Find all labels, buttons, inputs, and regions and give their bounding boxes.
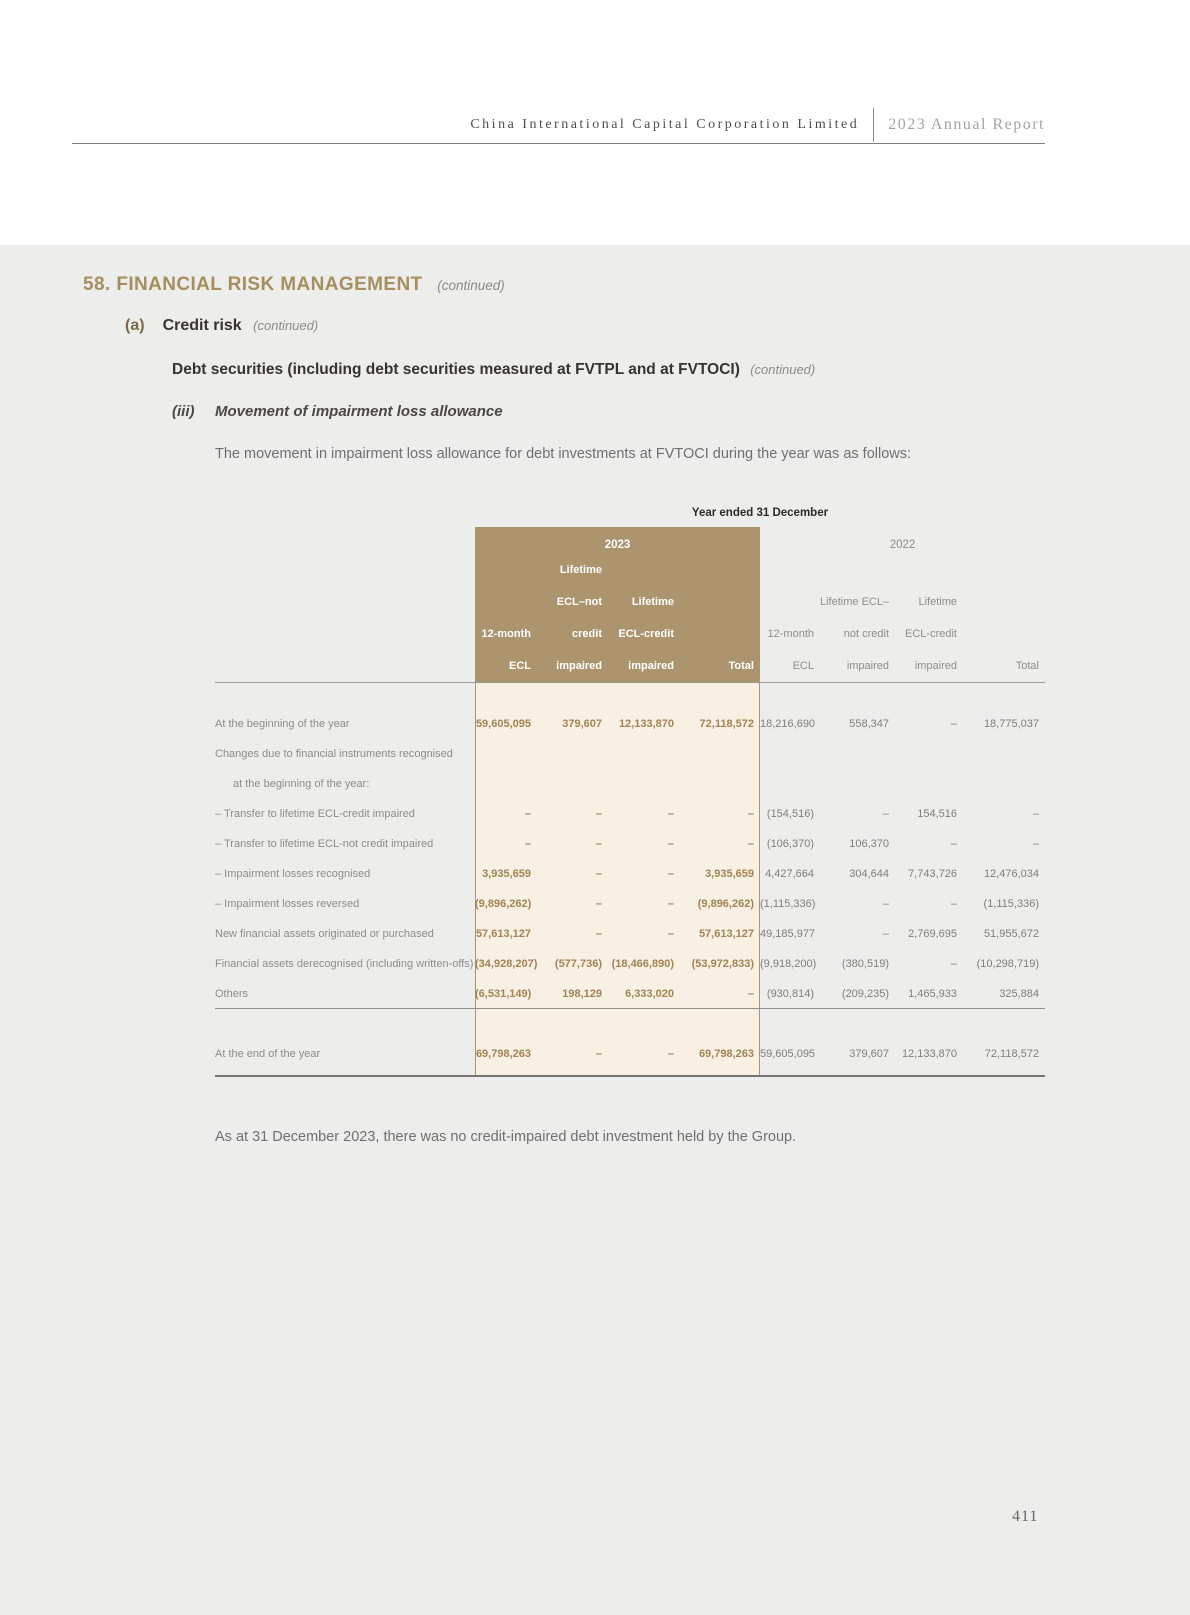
value-2023: – xyxy=(595,838,602,850)
column-header-cell: impaired xyxy=(628,660,674,672)
column-header-cell: not credit xyxy=(843,628,889,640)
value-2023: – xyxy=(595,868,602,880)
row-label: – Impairment losses reversed xyxy=(215,898,360,910)
table-header xyxy=(215,527,1045,682)
value-2022: (154,516) xyxy=(766,808,814,820)
table-row xyxy=(215,799,1045,829)
row-label: At the end of the year xyxy=(215,1048,321,1060)
value-2022: – xyxy=(882,898,889,910)
header-line xyxy=(760,554,1045,586)
value-2023: (34,928,207) xyxy=(475,958,538,970)
column-header-cell xyxy=(963,554,1045,586)
column-header-cell: 12-month xyxy=(767,628,814,640)
subsection-iii-heading xyxy=(172,403,503,420)
header-line xyxy=(475,650,760,682)
value-2022: 379,607 xyxy=(849,1048,889,1060)
value-2022 xyxy=(820,739,895,769)
header-line xyxy=(760,650,1045,682)
subsection-a-marker: (a) xyxy=(125,317,145,334)
value-2023 xyxy=(537,769,608,799)
value-2023: 72,118,572 xyxy=(699,718,754,730)
value-2023: – xyxy=(667,1048,674,1060)
value-2023: (9,896,262) xyxy=(697,898,754,910)
table-row xyxy=(215,949,1045,979)
column-header-cell: Lifetime ECL– xyxy=(820,596,890,608)
column-header-cell: impaired xyxy=(846,660,889,672)
value-2023 xyxy=(680,739,760,769)
column-header-cell: Lifetime xyxy=(559,564,602,576)
value-2023: – xyxy=(680,979,760,1009)
debt-securities-heading xyxy=(172,361,815,379)
value-2023: – xyxy=(667,868,674,880)
value-2023: – xyxy=(667,898,674,910)
value-2022: – xyxy=(950,718,957,730)
column-header-cell xyxy=(680,618,760,650)
footnote-paragraph: As at 31 December 2023, there was no credit-impaired debt investment held by the Group. xyxy=(215,1129,797,1145)
table-row xyxy=(215,739,1045,769)
value-2023: – xyxy=(595,928,602,940)
subsection-a-heading xyxy=(125,317,318,335)
company-name: China International Capital Corporation Limited xyxy=(470,117,860,132)
value-2022: (930,814) xyxy=(760,979,820,1009)
row-label: at the beginning of the year: xyxy=(233,778,370,790)
value-2023: 379,607 xyxy=(562,718,602,730)
table-row xyxy=(215,859,1045,889)
value-2022: 72,118,572 xyxy=(984,1048,1039,1060)
section-heading xyxy=(83,274,505,296)
value-2022: 325,884 xyxy=(963,979,1045,1009)
value-2023: 6,333,020 xyxy=(608,979,680,1009)
header-line xyxy=(475,554,760,586)
year-2022-label: 2022 xyxy=(889,539,916,551)
table-row xyxy=(215,1039,1045,1069)
value-2022 xyxy=(895,769,963,799)
table-row xyxy=(215,919,1045,949)
debt-securities-continued: (continued) xyxy=(750,362,816,377)
column-header-cell xyxy=(963,586,1045,618)
value-2022 xyxy=(760,739,820,769)
column-header-cell xyxy=(760,586,820,618)
header-columns-2022 xyxy=(760,554,1045,682)
header-block-2023 xyxy=(475,527,760,682)
value-2023: (53,972,833) xyxy=(691,958,754,970)
value-2023: 57,613,127 xyxy=(475,928,531,940)
section-title: FINANCIAL RISK MANAGEMENT xyxy=(116,274,423,295)
value-2023 xyxy=(608,769,680,799)
value-2022: 12,476,034 xyxy=(983,868,1039,880)
value-2023: 59,605,095 xyxy=(475,718,531,730)
header-line xyxy=(475,586,760,618)
value-2022: (106,370) xyxy=(766,838,814,850)
value-2023 xyxy=(608,739,680,769)
value-2022: – xyxy=(1032,838,1039,850)
column-header-cell: ECL xyxy=(792,660,814,672)
value-2022: – xyxy=(950,898,957,910)
value-2023: 3,935,659 xyxy=(705,868,754,880)
value-2023: (6,531,149) xyxy=(475,979,537,1009)
value-2022: 2,769,695 xyxy=(908,928,957,940)
value-2022: – xyxy=(950,958,957,970)
value-2023: – xyxy=(524,838,531,850)
value-2023 xyxy=(475,739,537,769)
table-row xyxy=(215,709,1045,739)
value-2022: 12,133,870 xyxy=(901,1048,957,1060)
value-2023 xyxy=(475,769,537,799)
column-header-cell xyxy=(475,554,537,586)
header-line xyxy=(475,618,760,650)
row-label: Financial assets derecognised (including written-offs) xyxy=(215,958,474,970)
subsection-a-continued: (continued) xyxy=(253,318,319,333)
value-2022: 558,347 xyxy=(849,718,889,730)
value-2023: – xyxy=(747,808,754,820)
impairment-allowance-table xyxy=(215,505,1045,1077)
value-2022: 106,370 xyxy=(849,838,889,850)
running-head xyxy=(0,108,1045,142)
value-2023 xyxy=(680,769,760,799)
value-2023 xyxy=(537,739,608,769)
value-2022: 4,427,664 xyxy=(765,868,814,880)
row-label: Others xyxy=(215,979,475,1009)
value-2023: (9,896,262) xyxy=(475,898,532,910)
header-label-spacer xyxy=(215,527,475,682)
debt-securities-title: Debt securities (including debt securities measured at FVTPL and at FVTOCI) xyxy=(172,361,740,378)
column-header-cell: ECL-credit xyxy=(905,628,957,640)
value-2022: (9,918,200) xyxy=(760,958,817,970)
subsection-a-title: Credit risk xyxy=(162,317,242,334)
value-2022: – xyxy=(1032,808,1039,820)
value-2023: – xyxy=(595,898,602,910)
column-header-cell: Lifetime xyxy=(918,596,957,608)
value-2023: (577,736) xyxy=(554,958,602,970)
column-header-cell xyxy=(963,618,1045,650)
value-2022 xyxy=(820,769,895,799)
column-header-cell xyxy=(680,586,760,618)
value-2022 xyxy=(895,739,963,769)
value-2022 xyxy=(963,769,1045,799)
row-label: Changes due to financial instruments recognised xyxy=(215,748,453,760)
column-header-cell xyxy=(760,554,820,586)
table-row xyxy=(215,829,1045,859)
column-header-cell: Lifetime xyxy=(631,596,674,608)
value-2022: 154,516 xyxy=(917,808,957,820)
value-2023: 3,935,659 xyxy=(482,868,531,880)
year-2023-label: 2023 xyxy=(604,539,631,551)
row-label: New financial assets originated or purchased xyxy=(215,928,434,940)
value-2023: – xyxy=(524,808,531,820)
column-header-cell xyxy=(475,586,537,618)
column-header-cell xyxy=(680,554,760,586)
column-header-cell: Total xyxy=(728,660,754,672)
value-2022: 7,743,726 xyxy=(908,868,957,880)
table-row xyxy=(215,769,1045,799)
subsection-iii-marker: (iii) xyxy=(172,403,195,420)
header-rule xyxy=(72,143,1045,144)
value-2022 xyxy=(760,769,820,799)
column-header-cell xyxy=(608,554,680,586)
value-2023: 57,613,127 xyxy=(698,928,754,940)
header-line xyxy=(760,586,1045,618)
value-2022: 49,185,977 xyxy=(760,928,816,940)
value-2022: (209,235) xyxy=(820,979,895,1009)
value-2022: – xyxy=(882,808,889,820)
value-2023: 69,798,263 xyxy=(475,1048,531,1060)
value-2022: (1,115,336) xyxy=(983,898,1039,910)
column-header-cell: 12-month xyxy=(481,628,531,640)
header-columns-2023 xyxy=(475,554,760,682)
report-title: 2023 Annual Report xyxy=(888,116,1045,133)
value-2023: – xyxy=(595,1048,602,1060)
section-continued: (continued) xyxy=(437,278,505,293)
table-row xyxy=(215,979,1045,1009)
page-number: 411 xyxy=(1012,1508,1039,1525)
row-label: – Transfer to lifetime ECL-credit impaired xyxy=(215,808,415,820)
value-2023: 12,133,870 xyxy=(618,718,674,730)
value-2023: 69,798,263 xyxy=(698,1048,754,1060)
column-header-cell: impaired xyxy=(914,660,957,672)
value-2023: – xyxy=(747,838,754,850)
table-row xyxy=(215,889,1045,919)
value-2022: 18,775,037 xyxy=(983,718,1039,730)
table-caption: Year ended 31 December xyxy=(691,507,829,519)
section-number: 58. xyxy=(83,274,111,295)
column-header-cell: ECL-credit xyxy=(618,628,674,640)
column-header-cell: credit xyxy=(572,628,602,640)
value-2023: – xyxy=(667,808,674,820)
header-line xyxy=(760,618,1045,650)
column-header-cell: Total xyxy=(1015,660,1039,672)
row-label: – Transfer to lifetime ECL-not credit impaired xyxy=(215,838,434,850)
value-2022 xyxy=(963,739,1045,769)
row-label: At the beginning of the year xyxy=(215,718,350,730)
value-2023: – xyxy=(667,838,674,850)
value-2022: – xyxy=(882,928,889,940)
value-2023: 198,129 xyxy=(537,979,608,1009)
row-label: – Impairment losses recognised xyxy=(215,868,371,880)
value-2023: – xyxy=(595,808,602,820)
intro-paragraph: The movement in impairment loss allowance for debt investments at FVTOCI during the year was as follows: xyxy=(215,446,912,462)
value-2022: 1,465,933 xyxy=(895,979,963,1009)
header-block-2022 xyxy=(760,527,1045,682)
value-2023: – xyxy=(667,928,674,940)
column-header-cell xyxy=(895,554,963,586)
value-2022: 59,605,095 xyxy=(760,1048,816,1060)
column-header-cell: ECL–not xyxy=(556,596,602,608)
value-2023: (18,466,890) xyxy=(611,958,674,970)
value-2022: 18,216,690 xyxy=(760,718,816,730)
column-header-cell: ECL xyxy=(509,660,531,672)
value-2022: (10,298,719) xyxy=(976,958,1039,970)
value-2022: – xyxy=(950,838,957,850)
table-body xyxy=(215,682,1045,1077)
value-2022: 304,644 xyxy=(849,868,889,880)
value-2022: (380,519) xyxy=(841,958,889,970)
subsection-iii-title: Movement of impairment loss allowance xyxy=(215,403,503,420)
value-2022: (1,115,336) xyxy=(760,898,816,910)
column-header-cell: impaired xyxy=(556,660,602,672)
column-header-cell xyxy=(820,554,895,586)
value-2022: 51,955,672 xyxy=(983,928,1039,940)
table-row-spacer xyxy=(215,1009,1045,1039)
